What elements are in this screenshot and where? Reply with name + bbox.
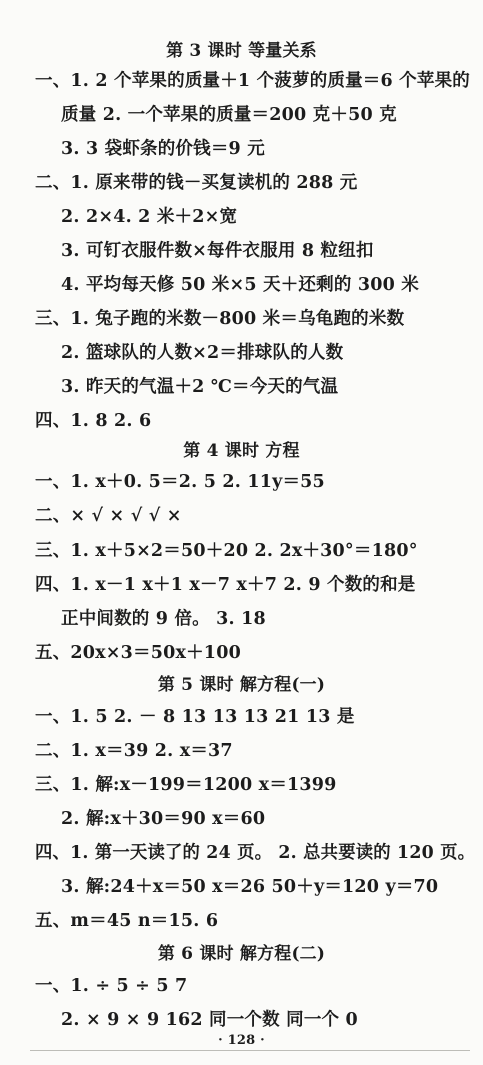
answer-line: 3. 可钉衣服件数×每件衣服用 8 粒纽扣 <box>61 241 374 261</box>
answer-line: 3. 昨天的气温＋2 ℃＝今天的气温 <box>61 377 339 397</box>
section-heading-lesson-6: 第 6 课时 解方程(二) <box>157 944 326 964</box>
answer-line: 四、1. x－1 x＋1 x－7 x＋7 2. 9 个数的和是 <box>35 575 416 595</box>
answer-line: 一、1. x＋0. 5＝2. 5 2. 11y＝55 <box>35 472 325 492</box>
answer-line: 2. 解:x＋30＝90 x＝60 <box>61 809 266 829</box>
answer-line: 四、1. 第一天读了的 24 页。 2. 总共要读的 120 页。 <box>35 843 476 863</box>
answer-line: 2. 篮球队的人数×2＝排球队的人数 <box>61 343 344 363</box>
answer-line: 三、1. 兔子跑的米数－800 米＝乌龟跑的米数 <box>35 309 405 329</box>
page-number: · 128 · <box>218 1033 265 1048</box>
answer-line: 五、20x×3＝50x＋100 <box>35 643 241 663</box>
answer-line: 五、m＝45 n＝15. 6 <box>35 911 219 931</box>
section-heading-lesson-3: 第 3 课时 等量关系 <box>166 41 317 61</box>
answer-line: 2. × 9 × 9 162 同一个数 同一个 0 <box>61 1010 358 1030</box>
answer-line: 2. 2×4. 2 米＋2×宽 <box>61 207 238 227</box>
answer-line: 质量 2. 一个苹果的质量＝200 克＋50 克 <box>61 105 397 125</box>
section-heading-lesson-5: 第 5 课时 解方程(一) <box>157 675 326 695</box>
answer-line: 二、× √ × √ √ × <box>35 506 182 526</box>
answer-line: 二、1. x＝39 2. x＝37 <box>35 741 233 761</box>
answer-line: 三、1. 解:x－199＝1200 x＝1399 <box>35 775 337 795</box>
bottom-rule <box>30 1050 470 1051</box>
section-heading-lesson-4: 第 4 课时 方程 <box>183 441 300 461</box>
answer-line: 一、1. ÷ 5 ÷ 5 7 <box>35 976 188 996</box>
answer-line: 3. 解:24＋x＝50 x＝26 50＋y＝120 y＝70 <box>61 877 439 897</box>
answer-line: 三、1. x＋5×2＝50＋20 2. 2x＋30°＝180° <box>35 541 418 561</box>
answer-line: 一、1. 5 2. － 8 13 13 13 21 13 是 <box>35 707 355 727</box>
answer-line: 二、1. 原来带的钱－买复读机的 288 元 <box>35 173 358 193</box>
answer-line: 四、1. 8 2. 6 <box>35 411 152 431</box>
answer-line: 一、1. 2 个苹果的质量＋1 个菠萝的质量＝6 个苹果的 <box>35 71 470 91</box>
answer-line: 4. 平均每天修 50 米×5 天＋还剩的 300 米 <box>61 275 419 295</box>
answer-line: 正中间数的 9 倍。 3. 18 <box>61 609 266 629</box>
answer-line: 3. 3 袋虾条的价钱＝9 元 <box>61 139 265 159</box>
